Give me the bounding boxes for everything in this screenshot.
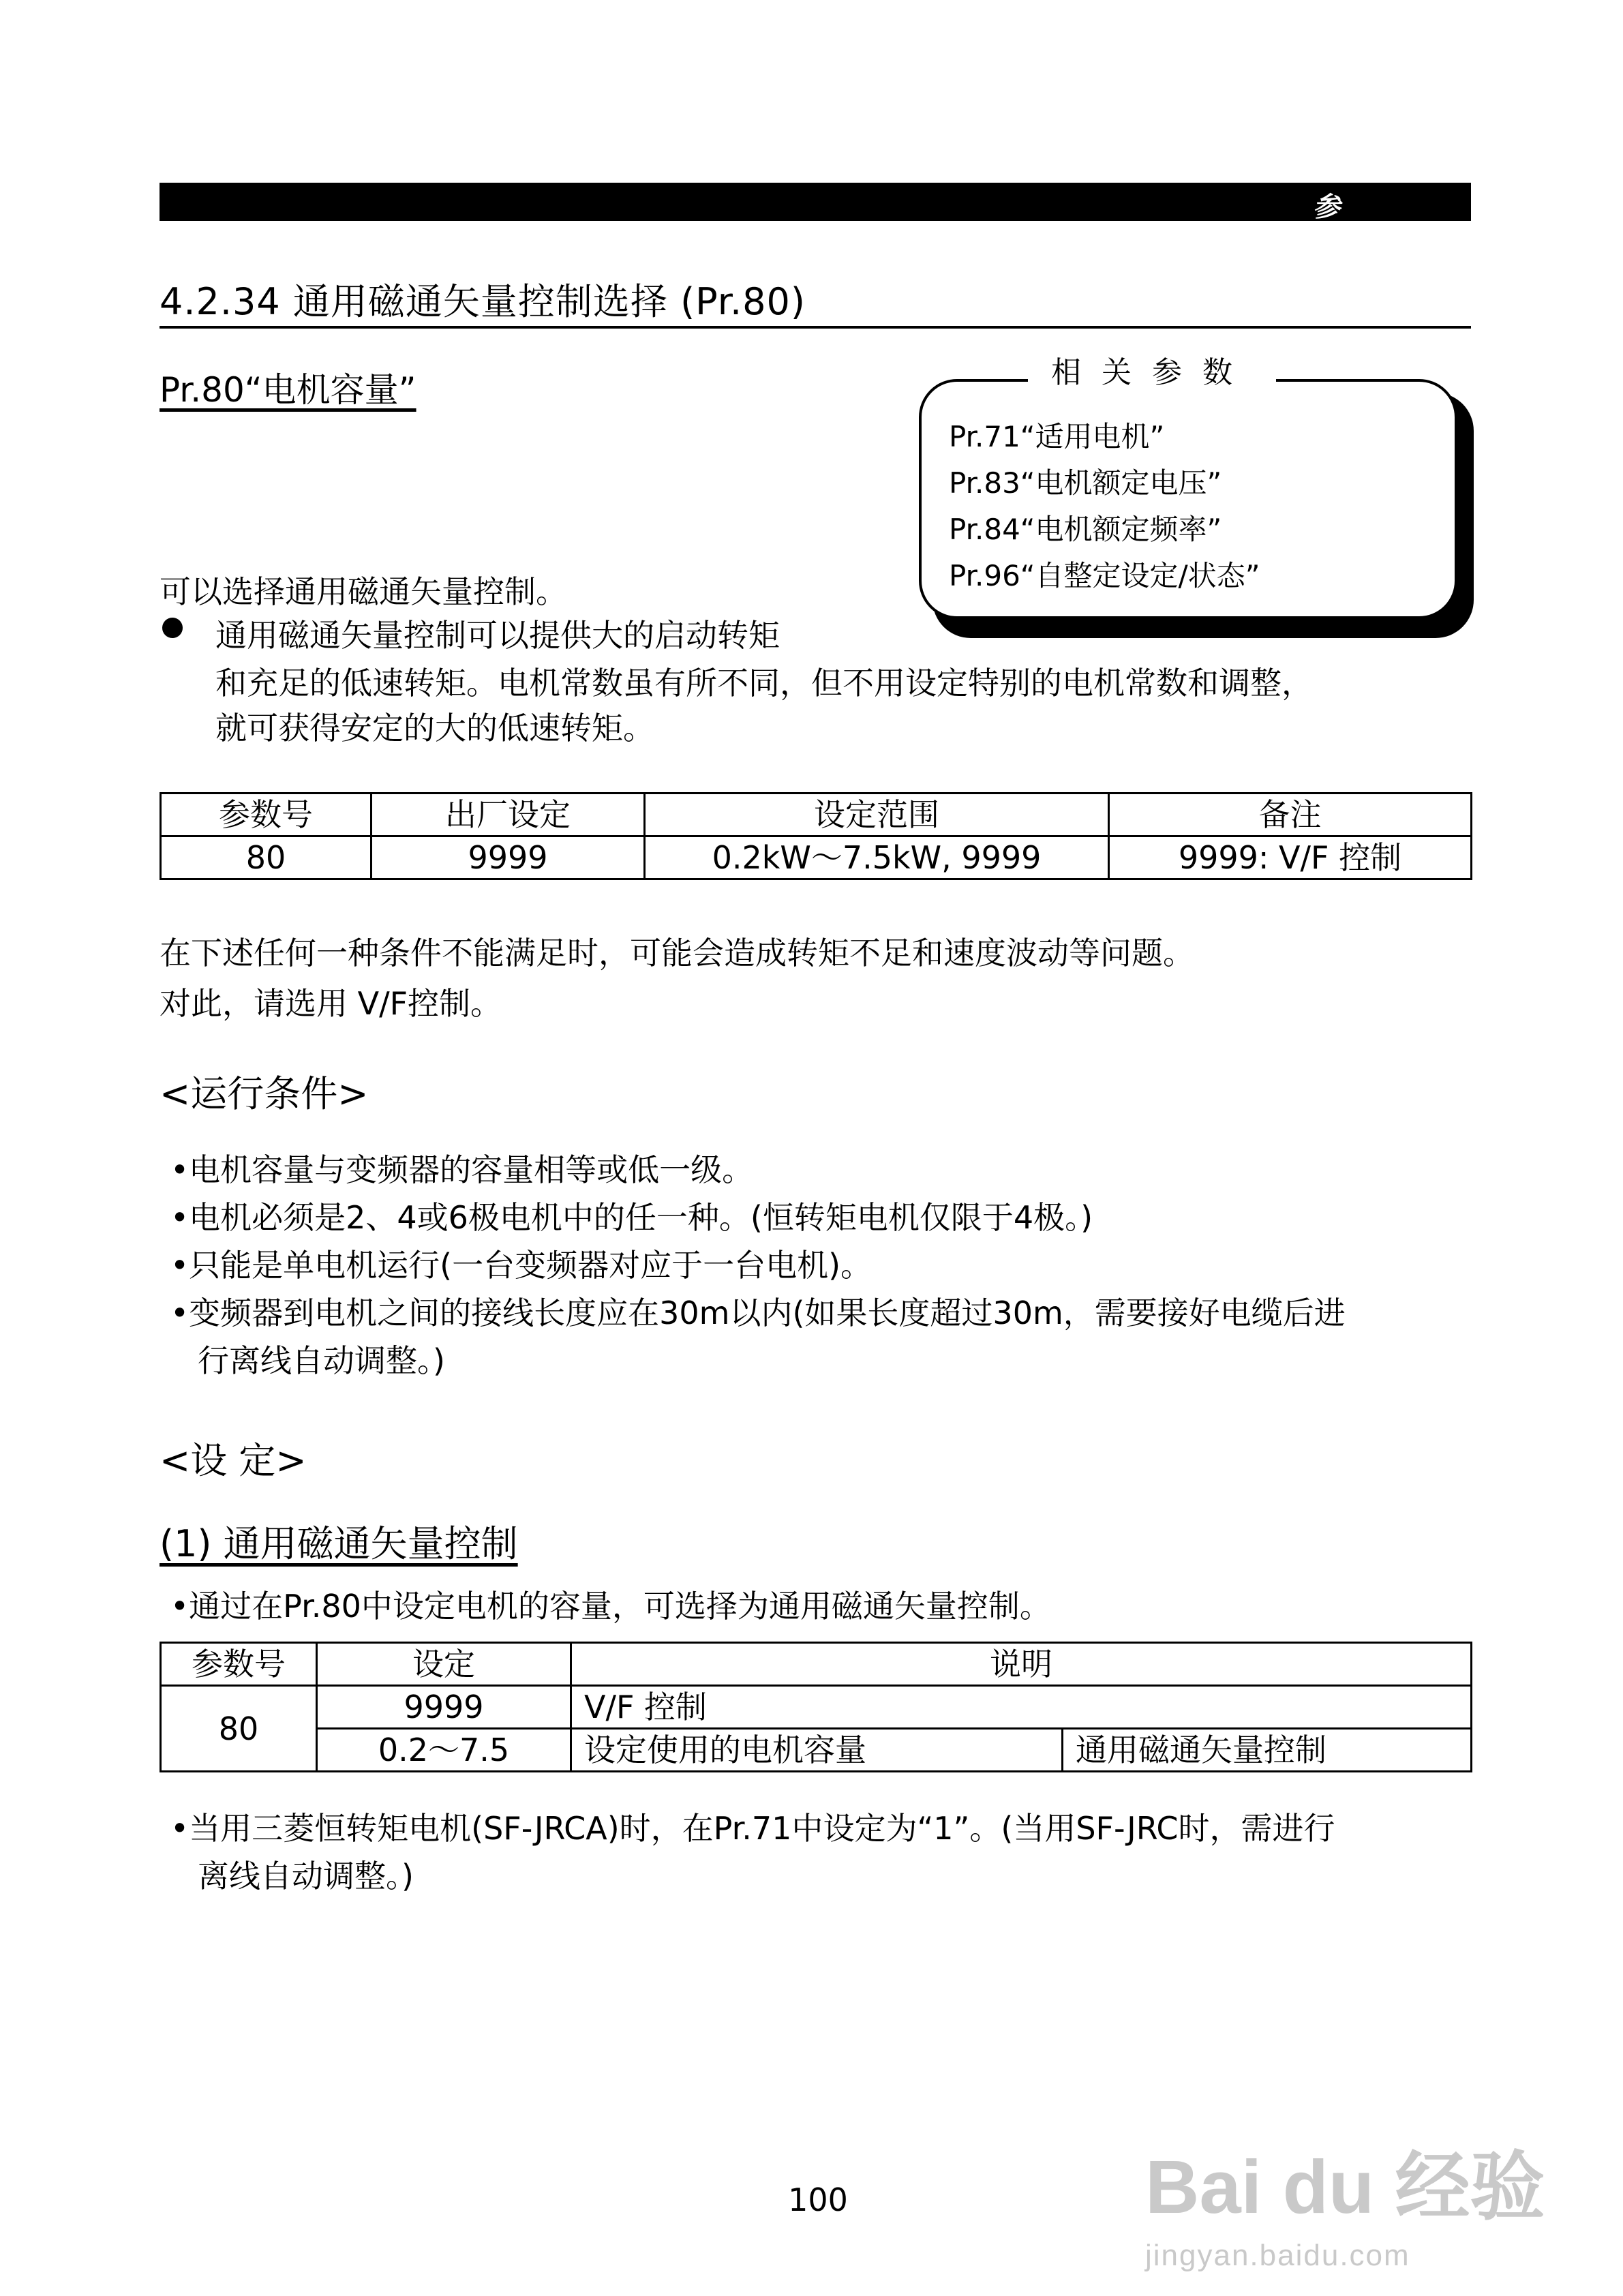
table-cell: 80 [161,1686,317,1772]
related-item: Pr.84“电机额定频率” [949,513,1222,546]
header-label-2: 数 [1509,192,1538,223]
table-cell: 0.2～7.5 [317,1729,571,1772]
related-item: Pr.71“适用电机” [949,420,1165,453]
intro-bullet-line: 和充足的低速转矩。电机常数虽有所不同，但不用设定特别的电机常数和调整， [215,665,1313,701]
footnote-line: 离线自动调整。) [198,1858,414,1894]
intro-bullet-line: 通用磁通矢量控制可以提供大的启动转矩 [215,617,780,654]
condition-item-continued: 行离线自动调整。) [198,1342,445,1379]
related-item: Pr.83“电机额定电压” [949,466,1222,500]
condition-item: •电机必须是2、4或6极电机中的任一种。(恒转矩电机仅限于4极。) [170,1199,1093,1236]
table-header-row [161,794,1472,836]
section-title: 4.2.34 通用磁通矢量控制选择 (Pr.80) [160,280,806,323]
section-divider [160,326,1471,329]
intro-line: 可以选择通用磁通矢量控制。 [160,573,567,610]
related-params-legend: 相关参数 [1028,348,1276,391]
table-cell: 0.2kW～7.5kW, 9999 [645,836,1109,879]
table-row [161,1686,1472,1729]
table-cell: V/F 控制 [571,1686,1472,1729]
settings-table [160,1642,1472,1772]
table-cell: 80 [161,836,371,879]
table-header-cell: 设定 [317,1643,571,1686]
param-title: Pr.80“电机容量” [160,370,416,410]
table-header-cell: 参数号 [161,1643,317,1686]
table-cell: 9999 [317,1686,571,1729]
settings-note: •通过在Pr.80中设定电机的容量，可选择为通用磁通矢量控制。 [170,1588,1051,1625]
condition-item: •只能是单电机运行(一台变频器对应于一台电机)。 [170,1247,873,1284]
table-cell: 9999 [371,836,645,879]
table-cell: 设定使用的电机容量 [571,1729,1063,1772]
table-header-cell: 出厂设定 [371,794,645,836]
parameter-table [160,792,1472,880]
page-number: 100 [788,2181,848,2218]
intro-bullet-line: 就可获得安定的大的低速转矩。 [215,710,654,746]
warning-line: 在下述任何一种条件不能满足时，可能会造成转矩不足和速度波动等问题。 [160,935,1194,971]
watermark-url: jingyan.baidu.com [1145,2239,1410,2272]
warning-line: 对此，请选用 V/F控制。 [160,985,502,1022]
table-cell: 9999: V/F 控制 [1109,836,1472,879]
settings-heading: <设 定> [160,1439,307,1482]
watermark-logo: Bai du 经验 [1145,2145,1545,2229]
table-header-cell: 说明 [571,1643,1472,1686]
table-header-cell: 参数号 [161,794,371,836]
bullet-dot-icon [162,618,183,638]
table-header-cell: 备注 [1109,794,1472,836]
watermark [1145,2127,1545,2273]
table-row [161,1729,1472,1772]
table-header-row [161,1643,1472,1686]
header-bar [160,183,1538,223]
table-row [161,836,1472,879]
condition-item: •电机容量与变频器的容量相等或低一级。 [170,1151,754,1188]
table-header-cell: 设定范围 [645,794,1109,836]
conditions-heading: <运行条件> [160,1072,369,1115]
footnote-line: •当用三菱恒转矩电机(SF-JRCA)时，在Pr.71中设定为“1”。(当用SF-JRC时，需进行 [170,1810,1335,1847]
table-cell: 通用磁通矢量控制 [1063,1729,1472,1772]
related-item: Pr.96“自整定设定/状态” [949,559,1260,592]
condition-item: •变频器到电机之间的接线长度应在30m以内(如果长度超过30m，需要接好电缆后进 [170,1295,1346,1331]
header-label-1: 参 [1313,192,1341,223]
settings-subtitle: (1) 通用磁通矢量控制 [160,1522,518,1565]
